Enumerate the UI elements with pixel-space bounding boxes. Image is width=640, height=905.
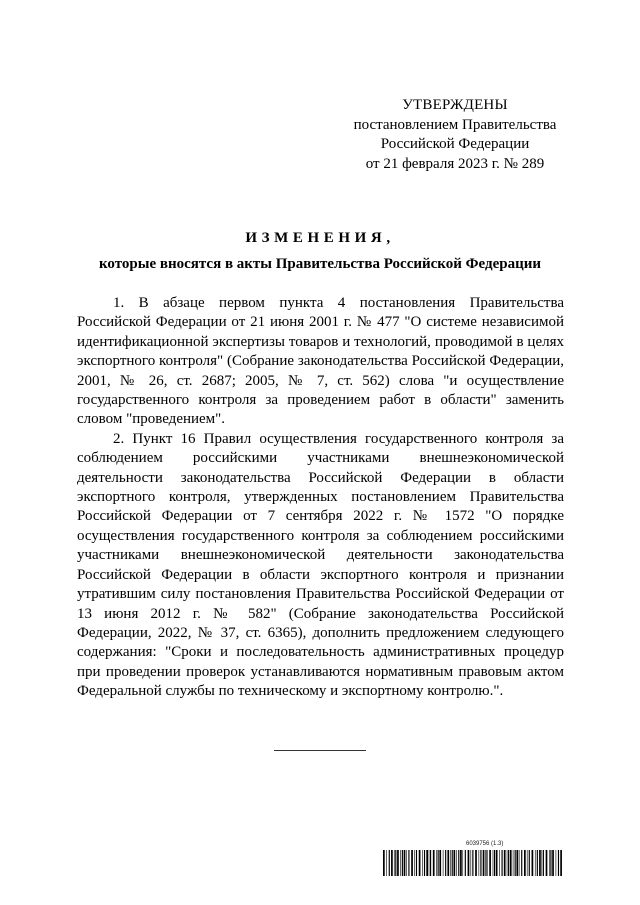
barcode-icon — [383, 850, 563, 876]
approval-approved: УТВЕРЖДЕНЫ — [402, 97, 508, 113]
approval-by-resolution: постановлением Правительства — [353, 116, 557, 133]
document-body — [77, 294, 564, 702]
document-subtitle: которые вносятся в акты Правительства Российской Федерации — [98, 256, 542, 272]
paragraph-2: 2. Пункт 16 Правил осуществления государственного контроля за соблюдением российскими участниками внешнеэкономической деятельности законодательства Российской Федерации в области экспортного контроля, утвержденных постановлением Правительства Российской Федерации от 7 сентября 2022 г. № 1572 "О порядке осуществления государственного контроля за соблюдением российскими участниками внешнеэкономической деятельности законодательства Российской Федерации в области экспортного контроля и признании утратившим силу постановления Правительства Российской Федерации от 13 июня 2012 г. № 582" (Собрание законодательства Российской Федерации, 2022, № 37, ст. 6365), дополнить предложением следующего содержания: "Сроки и последовательность административных процедур при проведении проверок устанавливаются нормативным правовым актом Федеральной службы по техническому и экспортному контролю.". — [77, 430, 564, 700]
paragraph-1: 1. В абзаце первом пункта 4 постановления Правительства Российской Федерации от 21 июня 2001 г. № 477 "О системе независимой идентификационной экспертизы товаров и технологий, проводимой в целях экспортного контроля" (Собрание законодательства Российской Федерации, 2001, № 26, ст. 2687; 2005, № 7, ст. 562) слова "и осуществление государственного контроля за проведением работ в области" заменить словом "проведением". — [77, 295, 564, 428]
approval-date-number: от 21 февраля 2023 г. № 289 — [365, 155, 545, 172]
document-title: ИЗМЕНЕНИЯ, — [245, 230, 395, 246]
document-code: 6039756 (1.3) — [466, 841, 504, 847]
closing-separator-line — [274, 750, 366, 751]
approval-federation: Российской Федерации — [380, 136, 530, 152]
approval-stamp — [340, 96, 570, 174]
